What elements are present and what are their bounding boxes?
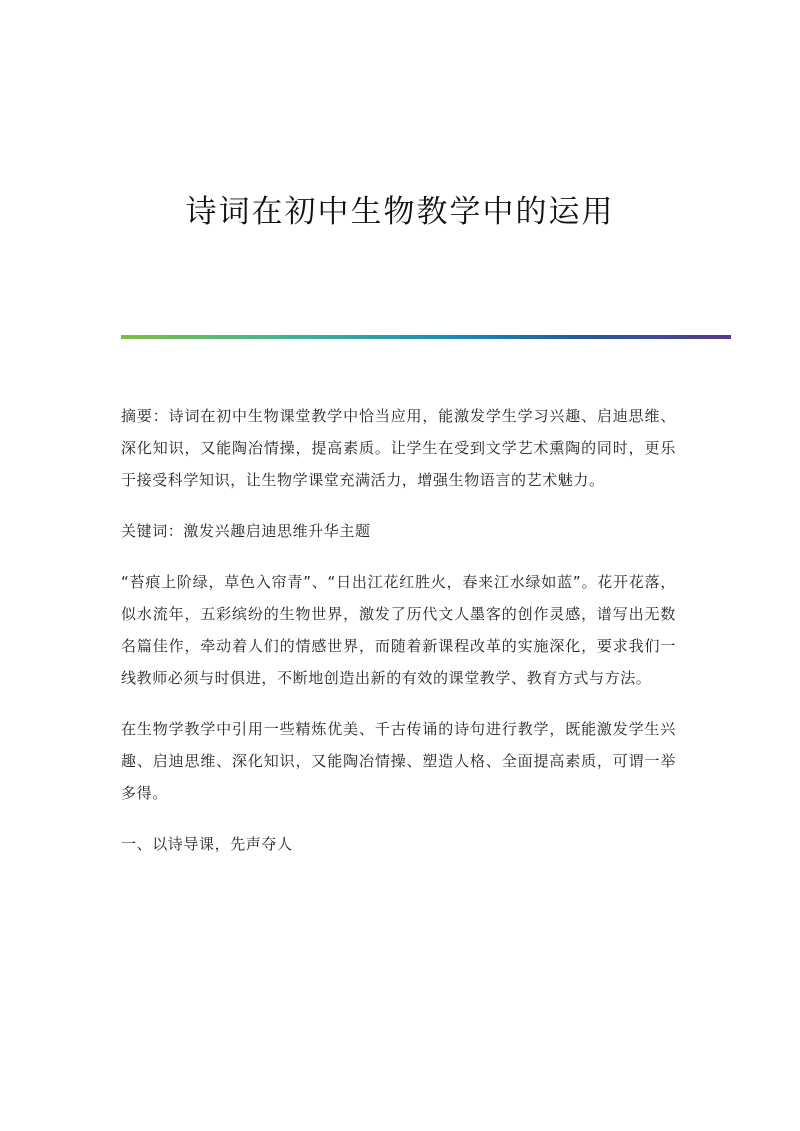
abstract-paragraph: 摘要：诗词在初中生物课堂教学中恰当应用，能激发学生学习兴趣、启迪思维、深化知识，又能陶冶情操，提高素质。让学生在受到文学艺术熏陶的同时，更乐于接受科学知识，让生物学课堂充满活力，增强生物语言的艺术魅力。 xyxy=(121,407,676,489)
document-title: 诗词在初中生物教学中的运用 xyxy=(185,194,615,230)
section-heading: 一、以诗导课，先声夺人 xyxy=(121,835,293,853)
intro-paragraph: “苔痕上阶绿，草色入帘青”、“日出江花红胜火，春来江水绿如蓝”。花开花落，似水流年，五彩缤纷的生物世界，激发了历代文人墨客的创作灵感，谱写出无数名篇佳作，牵动着人们的情感世界，而随着新课程改革的实施深化，要求我们一线教师必须与时俱进，不断地创造出新的有效的课堂教学、教育方式与方法。 xyxy=(121,573,676,687)
body-paragraph: 在生物学教学中引用一些精炼优美、千古传诵的诗句进行教学，既能激发学生兴趣、启迪思维、深化知识，又能陶冶情操、塑造人格、全面提高素质，可谓一举多得。 xyxy=(121,720,676,802)
title-divider-rule xyxy=(121,335,731,339)
document-body xyxy=(121,400,676,879)
keywords-paragraph: 关键词：激发兴趣启迪思维升华主题 xyxy=(121,522,371,540)
